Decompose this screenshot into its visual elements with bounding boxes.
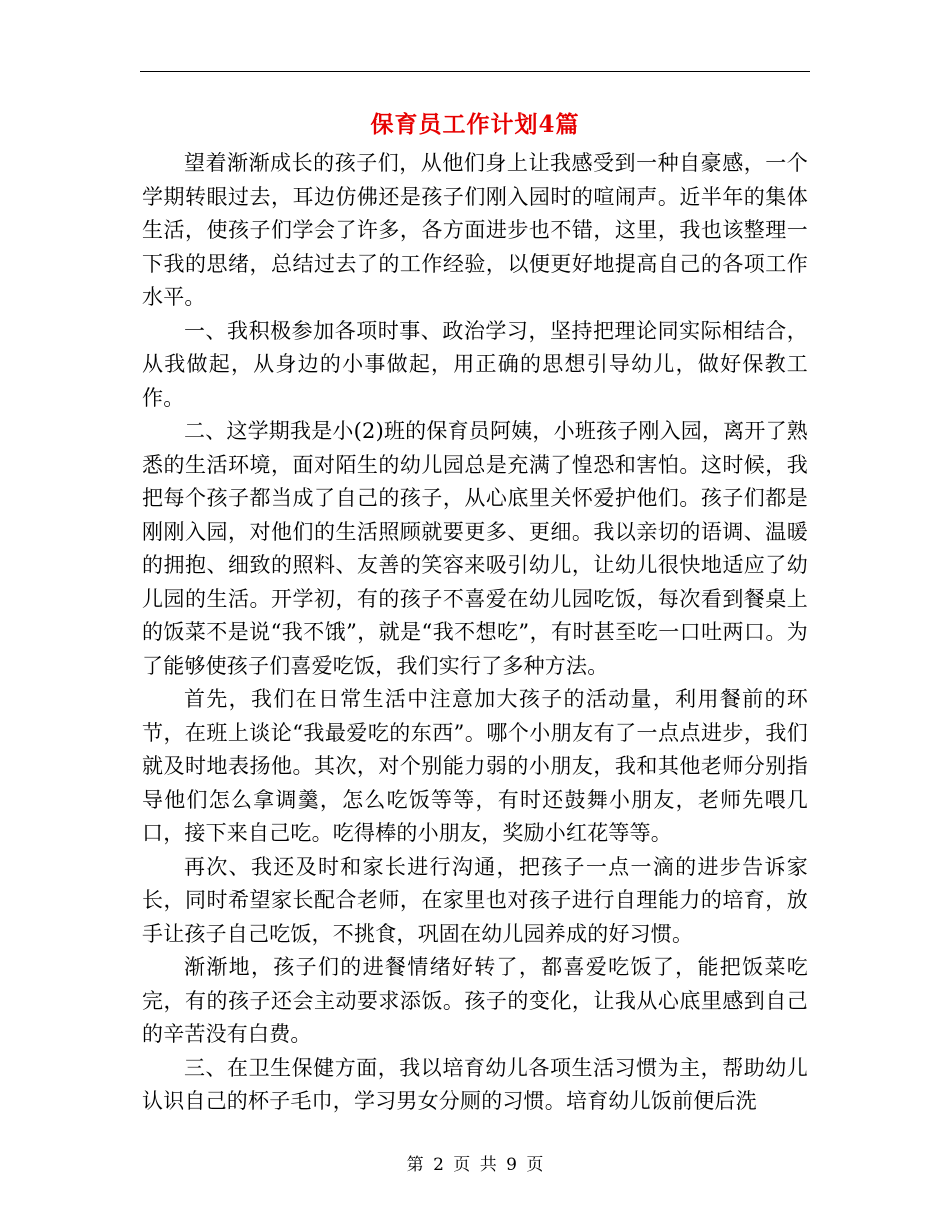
paragraph-1: 望着渐渐成长的孩子们，从他们身上让我感受到一种自豪感，一个学期转眼过去，耳边仿佛还是孩子们刚入园时的喧闹声。近半年的集体生活，使孩子们学会了许多，各方面进步也不错，这里，我也该整理一下我的思绪，总结过去了的工作经验，以便更好地提高自己的各项工作水平。	[142, 151, 808, 309]
header-rule	[140, 71, 810, 72]
page-number: 第 2 页 共 9 页	[406, 1155, 544, 1175]
paragraph-4: 首先，我们在日常生活中注意加大孩子的活动量，利用餐前的环节，在班上谈论“我最爱吃的东西”。哪个小朋友有了一点点进步，我们就及时地表扬他。其次，对个别能力弱的小朋友，我和其他老师分别指导他们怎么拿调羹，怎么吃饭等等，有时还鼓舞小朋友，老师先喂几口，接下来自己吃。吃得棒的小朋友，奖励小红花等等。	[142, 687, 808, 845]
paragraph-7: 三、在卫生保健方面，我以培育幼儿各项生活习惯为主，帮助幼儿认识自己的杯子毛巾，学习男女分厕的习惯。培育幼儿饭前便后洗	[142, 1055, 808, 1113]
document-title: 保育员工作计划4篇	[370, 111, 580, 138]
paragraph-3: 二、这学期我是小(2)班的保育员阿姨，小班孩子刚入园，离开了熟悉的生活环境，面对陌生的幼儿园总是充满了惶恐和害怕。这时候，我把每个孩子都当成了自己的孩子，从心底里关怀爱护他们。孩子们都是刚刚入园，对他们的生活照顾就要更多、更细。我以亲切的语调、温暖的拥抱、细致的照料、友善的笑容来吸引幼儿，让幼儿很快地适应了幼儿园的生活。开学初，有的孩子不喜爱在幼儿园吃饭，每次看到餐桌上的饭菜不是说“我不饿”，就是“我不想吃”，有时甚至吃一口吐两口。为了能够使孩子们喜爱吃饭，我们实行了多种方法。	[142, 419, 808, 678]
document-body	[142, 147, 808, 1119]
paragraph-6: 渐渐地，孩子们的进餐情绪好转了，都喜爱吃饭了，能把饭菜吃完，有的孩子还会主动要求添饭。孩子的变化，让我从心底里感到自己的辛苦没有白费。	[142, 955, 808, 1046]
paragraph-2: 一、我积极参加各项时事、政治学习，坚持把理论同实际相结合，从我做起，从身边的小事做起，用正确的思想引导幼儿，做好保教工作。	[142, 318, 808, 410]
paragraph-5: 再次、我还及时和家长进行沟通，把孩子一点一滴的进步告诉家长，同时希望家长配合老师，在家里也对孩子进行自理能力的培育，放手让孩子自己吃饭，不挑食，巩固在幼儿园养成的好习惯。	[142, 854, 808, 946]
